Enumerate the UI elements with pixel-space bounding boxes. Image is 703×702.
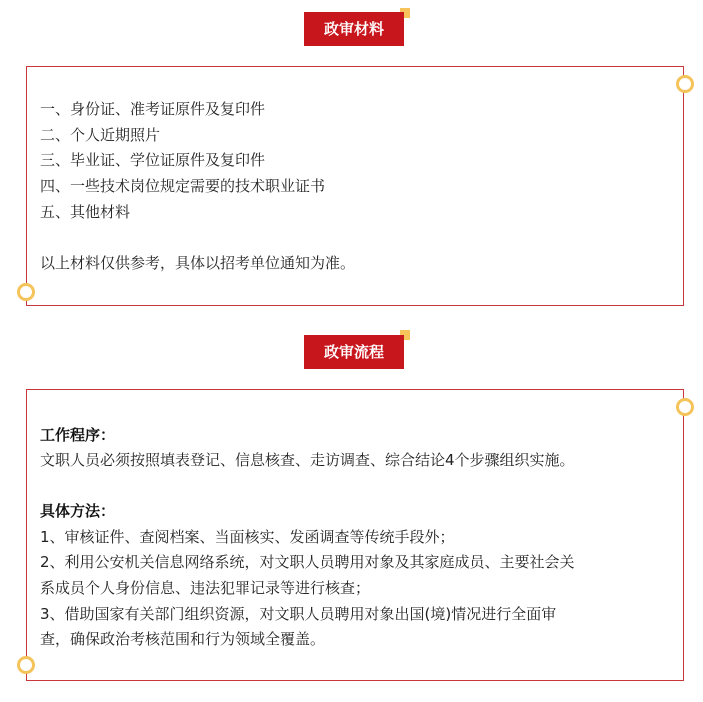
material-item-5: 五、其他材料 bbox=[40, 203, 131, 221]
material-item-1: 一、身份证、准考证原件及复印件 bbox=[40, 100, 266, 118]
procedure-text: 文职人员必须按照填表登记、信息核查、走访调查、综合结论4个步骤组织实施。 bbox=[40, 451, 575, 469]
ring-decoration-bottom-left bbox=[17, 283, 35, 301]
section-title-process: 政审流程 bbox=[304, 335, 404, 369]
method-line-4: 3、借助国家有关部门组织资源，对文职人员聘用对象出国(境)情况进行全面审 bbox=[40, 605, 557, 623]
materials-note: 以上材料仅供参考，具体以招考单位通知为准。 bbox=[40, 254, 356, 272]
method-line-3: 系成员个人身份信息、违法犯罪记录等进行核查； bbox=[40, 579, 371, 597]
material-item-3: 三、毕业证、学位证原件及复印件 bbox=[40, 151, 266, 169]
ring-decoration-bottom-left bbox=[17, 656, 35, 674]
section-title-materials: 政审材料 bbox=[304, 12, 404, 46]
method-line-1: 1、审核证件、查阅档案、当面核实、发函调查等传统手段外； bbox=[40, 528, 455, 546]
procedure-heading: 工作程序： bbox=[40, 426, 116, 444]
ring-decoration-top-right bbox=[676, 75, 694, 93]
material-item-2: 二、个人近期照片 bbox=[40, 126, 161, 144]
method-heading: 具体方法： bbox=[40, 502, 116, 520]
method-line-2: 2、利用公安机关信息网络系统，对文职人员聘用对象及其家庭成员、主要社会关 bbox=[40, 553, 575, 571]
method-line-5: 查，确保政治考核范围和行为领域全覆盖。 bbox=[40, 630, 326, 648]
material-item-4: 四、一些技术岗位规定需要的技术职业证书 bbox=[40, 177, 326, 195]
ring-decoration-top-right bbox=[676, 398, 694, 416]
